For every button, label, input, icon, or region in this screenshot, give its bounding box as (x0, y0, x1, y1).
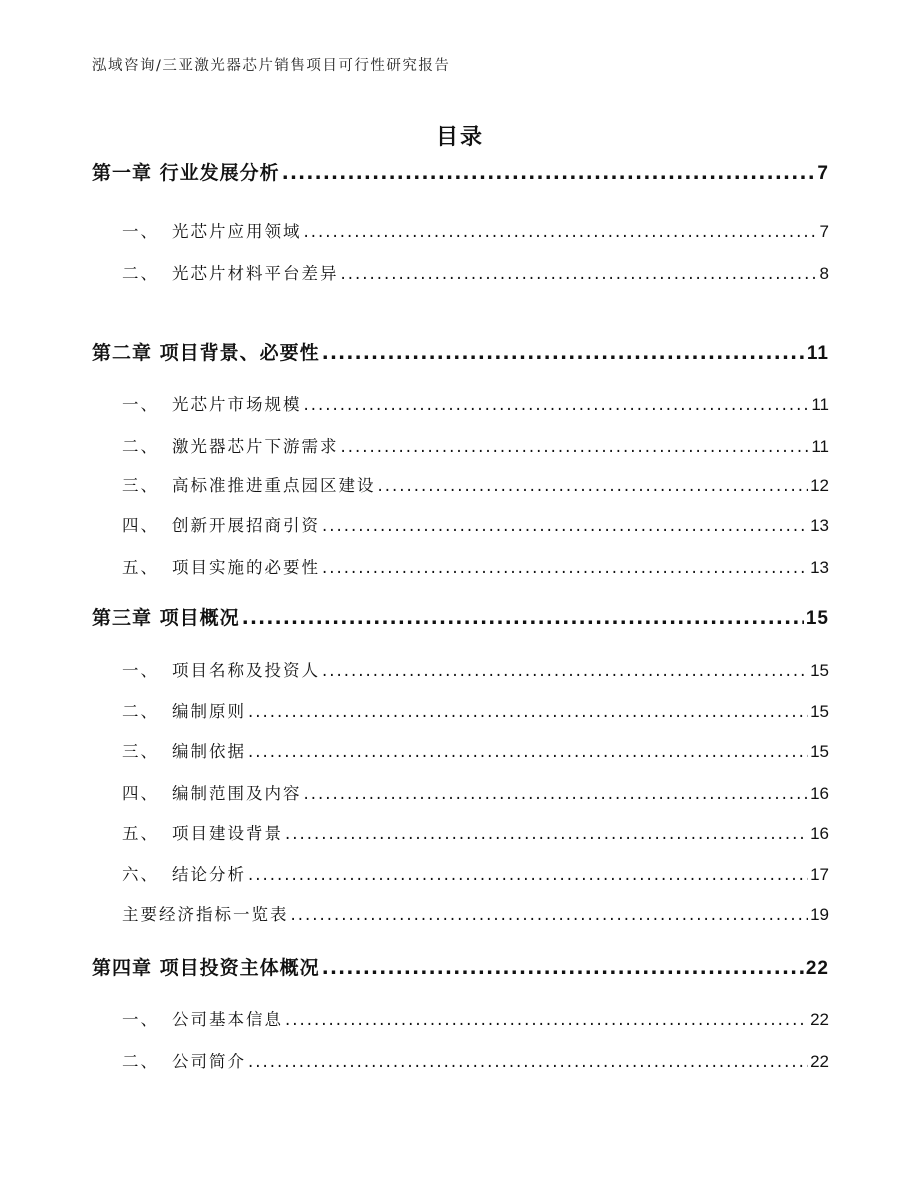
entry-label: 第一章 行业发展分析 (92, 162, 280, 184)
dot-leader (248, 702, 808, 721)
toc-section-entry[interactable] (92, 1006, 829, 1030)
entry-label: 光芯片市场规模 (172, 395, 302, 414)
toc-section-entry[interactable] (92, 554, 829, 578)
toc-section-entry[interactable] (92, 218, 829, 242)
entry-label: 项目名称及投资人 (172, 661, 320, 680)
running-header: 泓域咨询/三亚激光器芯片销售项目可行性研究报告 (92, 58, 451, 74)
entry-label: 光芯片材料平台差异 (172, 264, 339, 283)
page-number: 11 (811, 437, 829, 456)
toc-section-entry[interactable] (92, 698, 829, 722)
entry-label: 激光器芯片下游需求 (172, 437, 339, 456)
toc-section-entry[interactable] (92, 1048, 829, 1072)
toc-section-entry[interactable] (92, 260, 829, 284)
page-number: 7 (817, 163, 829, 184)
page-number: 11 (806, 343, 829, 364)
entry-label: 光芯片应用领域 (172, 222, 302, 241)
dot-leader (341, 264, 818, 283)
dot-leader (322, 558, 808, 577)
toc-section-entry[interactable] (92, 657, 829, 681)
dot-leader (341, 437, 810, 456)
toc-section-entry[interactable] (92, 391, 829, 415)
dot-leader (248, 742, 808, 761)
page-number: 11 (811, 395, 829, 414)
dot-leader (304, 222, 818, 241)
dot-leader (304, 395, 810, 414)
dot-leader (285, 1010, 808, 1029)
entry-label: 公司简介 (172, 1052, 246, 1071)
toc-section-entry[interactable] (92, 861, 829, 885)
dot-leader (285, 824, 808, 843)
toc-chapter-entry[interactable] (92, 603, 829, 630)
section-number: 二、 (122, 437, 159, 456)
page-number: 12 (810, 476, 829, 495)
page-number: 13 (810, 558, 829, 577)
entry-label: 编制原则 (172, 702, 246, 721)
toc-chapter-entry[interactable] (92, 158, 829, 185)
section-number: 六、 (122, 865, 159, 884)
toc-section-entry[interactable] (92, 780, 829, 804)
section-number: 四、 (122, 516, 159, 535)
entry-label: 高标准推进重点园区建设 (172, 476, 376, 495)
toc-section-entry[interactable] (92, 512, 829, 536)
page-number: 22 (810, 1010, 829, 1029)
entry-label: 主要经济指标一览表 (122, 905, 289, 924)
page-number: 22 (805, 958, 829, 979)
section-number: 一、 (122, 395, 159, 414)
dot-leader (322, 661, 808, 680)
entry-label: 编制依据 (172, 742, 246, 761)
toc-chapter-entry[interactable] (92, 338, 829, 365)
toc-title: 目录 (435, 125, 484, 150)
entry-label: 编制范围及内容 (172, 784, 302, 803)
toc-section-entry[interactable] (92, 820, 829, 844)
page-number: 17 (810, 865, 829, 884)
section-number: 三、 (122, 742, 159, 761)
entry-label: 项目建设背景 (172, 824, 283, 843)
dot-leader (248, 865, 808, 884)
section-number: 五、 (122, 824, 159, 843)
section-number: 四、 (122, 784, 159, 803)
page-number: 19 (810, 905, 829, 924)
dot-leader (291, 905, 809, 924)
toc-chapter-entry[interactable] (92, 953, 829, 980)
dot-leader (322, 957, 804, 979)
toc-section-entry[interactable] (92, 433, 829, 457)
entry-label: 第四章 项目投资主体概况 (92, 957, 320, 979)
dot-leader (378, 476, 809, 495)
toc-section-entry[interactable] (92, 472, 829, 496)
page-number: 16 (810, 824, 829, 843)
page-number: 15 (810, 702, 829, 721)
section-number: 一、 (122, 1010, 159, 1029)
section-number: 二、 (122, 1052, 159, 1071)
entry-label: 第三章 项目概况 (92, 607, 240, 629)
section-number: 五、 (122, 558, 159, 577)
entry-label: 公司基本信息 (172, 1010, 283, 1029)
page-number: 8 (819, 264, 829, 283)
toc-section-entry[interactable] (92, 738, 829, 762)
entry-label: 第二章 项目背景、必要性 (92, 342, 320, 364)
dot-leader (282, 162, 816, 184)
page-number: 13 (810, 516, 829, 535)
page-number: 22 (810, 1052, 829, 1071)
page-number: 16 (810, 784, 829, 803)
section-number: 二、 (122, 702, 159, 721)
dot-leader (248, 1052, 808, 1071)
entry-label: 创新开展招商引资 (172, 516, 320, 535)
dot-leader (322, 516, 808, 535)
dot-leader (242, 607, 804, 629)
section-number: 一、 (122, 222, 159, 241)
entry-label: 项目实施的必要性 (172, 558, 320, 577)
toc-section-entry[interactable] (92, 901, 829, 925)
section-number: 二、 (122, 264, 159, 283)
section-number: 一、 (122, 661, 159, 680)
dot-leader (304, 784, 809, 803)
page-number: 15 (810, 742, 829, 761)
page-number: 7 (819, 222, 829, 241)
page-number: 15 (805, 608, 829, 629)
section-number: 三、 (122, 476, 159, 495)
page-number: 15 (810, 661, 829, 680)
entry-label: 结论分析 (172, 865, 246, 884)
dot-leader (322, 342, 805, 364)
